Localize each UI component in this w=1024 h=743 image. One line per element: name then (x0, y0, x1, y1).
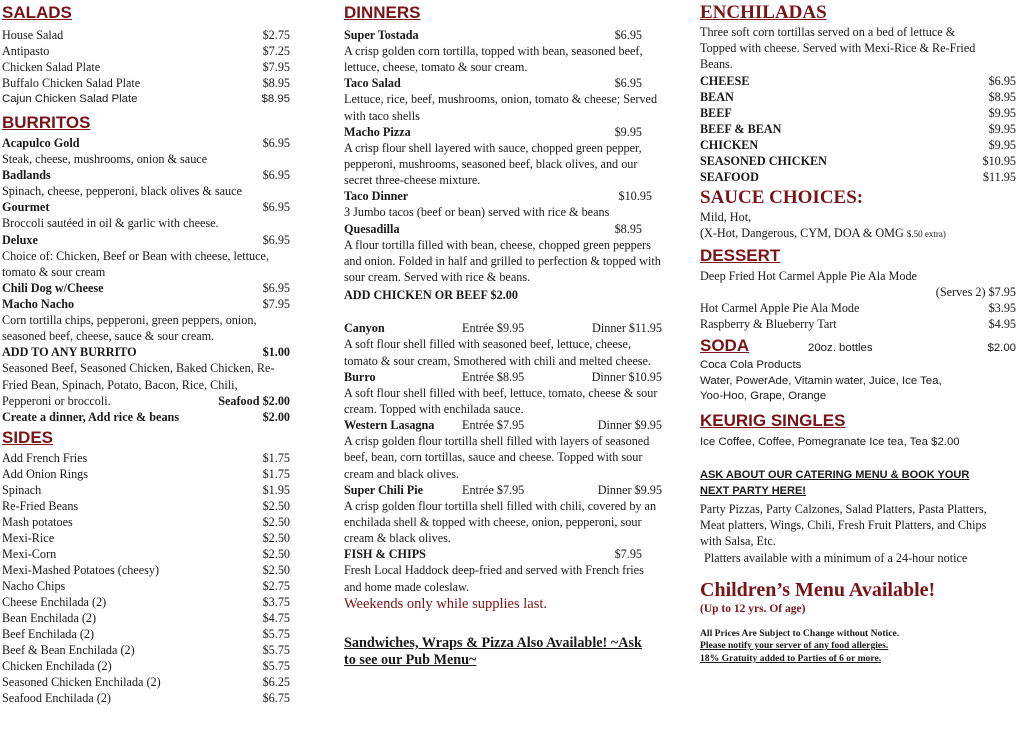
menu-item-name: Acapulco Gold $6.95 (2, 136, 290, 150)
soda-header-row (700, 336, 1016, 355)
burritos-heading: BURRITOS (2, 113, 91, 132)
menu-item: Chicken Salad Plate $7.95 (2, 60, 290, 74)
menu-item: Mash potatoes $2.50 (2, 515, 290, 530)
allergy-notice: Please notify your server of any food allergies. (700, 640, 889, 652)
menu-item-name: Macho Nacho $7.95 (2, 297, 290, 312)
enchiladas-heading: ENCHILADAS (700, 2, 827, 23)
combo-item-name: Western Lasagna Entrée $7.95 Dinner $9.95 (344, 418, 662, 433)
menu-item: Bean Enchilada (2) $4.75 (2, 611, 290, 626)
keurig-heading: KEURIG SINGLES (700, 410, 846, 430)
childrens-menu-age: (Up to 12 yrs. Of age) (700, 602, 806, 615)
add-chicken-beef: ADD CHICKEN OR BEEF $2.00 (344, 288, 518, 303)
menu-item-desc: A crisp golden corn tortilla, topped with bean, seasoned beef, lettuce, cheese, tomato & sour cream. (344, 44, 643, 75)
menu-item-name: Taco Salad $6.95 (344, 76, 642, 91)
menu-item: Raspberry & Blueberry Tart $4.95 (700, 317, 1016, 332)
catering-heading: ASK ABOUT OUR CATERING MENU & BOOK YOUR NEXT PARTY HERE! (700, 468, 970, 497)
menu-item-name: Badlands $6.95 (2, 168, 290, 183)
soda-line-1: Coca Cola Products (700, 359, 802, 372)
menu-item-desc: A crisp golden flour tortilla shell filled with chili, covered by an enchilada shell & topped with cheese, onion, pepperoni, sour cream & black olives. (344, 498, 657, 546)
add-to-burrito-desc: Seasoned Beef, Seasoned Chicken, Baked Chicken, Re-Fried Bean, Spinach, Potato, Bacon, Rice, Chili, Pepperoni or broccoli. Seafood $2.00 (2, 361, 290, 408)
menu-item-name: Gourmet $6.95 (2, 200, 290, 215)
dessert-heading: DESSERT (700, 246, 781, 266)
menu-item: CHICKEN $9.95 (700, 137, 1016, 152)
fish-and-chips: FISH & CHIPS $7.95 (344, 547, 642, 562)
menu-item: Add French Fries $1.75 (2, 451, 290, 466)
menu-item: Mexi-Mashed Potatoes (cheesy) $2.50 (2, 563, 290, 578)
sides-heading: SIDES (2, 428, 54, 448)
sauce-heading: SAUCE CHOICES: (700, 186, 864, 208)
soda-size: 20oz. bottles (808, 342, 873, 355)
column-left (2, 0, 290, 706)
childrens-menu-heading: Children’s Menu Available! (700, 578, 936, 601)
dessert-item: Deep Fried Hot Carmel Apple Pie Ala Mode (700, 269, 917, 284)
keurig-line: Ice Coffee, Coffee, Pomegranate Ice tea, Tea $2.00 (700, 435, 960, 448)
menu-item: House Salad $2.75 (2, 28, 290, 42)
enchiladas-list (700, 73, 1016, 185)
salads-heading: SALADS (2, 3, 72, 22)
combo-item-name: Canyon Entrée $9.95 Dinner $11.95 (344, 321, 662, 336)
menu-item-desc: Spinach, cheese, pepperoni, black olives & sauce (2, 184, 242, 199)
sauce-line-1: Mild, Hot, (700, 209, 752, 224)
menu-item-name: Taco Dinner $10.95 (344, 189, 652, 204)
menu-item: Hot Carmel Apple Pie Ala Mode $3.95 (700, 301, 1016, 316)
menu-item: Antipasto $7.25 (2, 44, 290, 58)
soda-line-2: Water, PowerAde, Vitamin water, Juice, Ice Tea, (700, 374, 942, 387)
dinners-list (344, 27, 662, 669)
dinners-heading: DINNERS (344, 3, 421, 22)
column-right (700, 0, 1016, 665)
weekends-note: Weekends only while supplies last. (344, 595, 548, 612)
salads-list (2, 27, 290, 107)
menu-item-desc: Corn tortilla chips, pepperoni, green peppers, onion, seasoned beef, cheese, sauce & sour cream. (2, 313, 257, 344)
seafood-addon: Seafood $2.00 (218, 393, 290, 408)
column-middle (344, 0, 662, 669)
menu-item: SEAFOOD $11.95 (700, 169, 1016, 184)
price-notice: All Prices Are Subject to Change without Notice. (700, 627, 900, 639)
menu-item-desc: Fresh Local Haddock deep-fried and served with French fries and home made coleslaw. (344, 563, 644, 594)
burritos-list (2, 135, 290, 425)
pub-menu-note: Sandwiches, Wraps & Pizza Also Available! ~Ask to see our Pub Menu~ (344, 634, 642, 668)
gratuity-notice: 18% Gratuity added to Parties of 6 or more. (700, 652, 882, 664)
menu-item: Spinach $1.95 (2, 483, 290, 498)
menu-item: SEASONED CHICKEN $10.95 (700, 153, 1016, 168)
menu-item: Cajun Chicken Salad Plate $8.95 (2, 93, 290, 105)
add-to-burrito: ADD TO ANY BURRITO $1.00 (2, 345, 290, 360)
combo-item-name: Super Chili Pie Entrée $7.95 Dinner $9.95 (344, 482, 662, 497)
menu-item: Beef & Bean Enchilada (2) $5.75 (2, 643, 290, 658)
menu-item-name: Macho Pizza $9.95 (344, 124, 642, 139)
create-dinner: Create a dinner, Add rice & beans $2.00 (2, 410, 290, 425)
menu-item: Cheese Enchilada (2) $3.75 (2, 595, 290, 610)
menu-item: CHEESE $6.95 (700, 73, 1016, 88)
menu-item: Seasoned Chicken Enchilada (2) $6.25 (2, 675, 290, 690)
menu-item-name: Deluxe $6.95 (2, 232, 290, 247)
menu-item: Chicken Enchilada (2) $5.75 (2, 659, 290, 674)
soda-price: $2.00 (987, 342, 1016, 355)
menu-item-desc: Broccoli sautéed in oil & garlic with cheese. (2, 216, 219, 231)
menu-item-name: Chili Dog w/Cheese $6.95 (2, 281, 290, 296)
menu-item: BEEF & BEAN $9.95 (700, 121, 1016, 136)
combo-item-name: Burro Entrée $8.95 Dinner $10.95 (344, 369, 662, 384)
menu-item-desc: 3 Jumbo tacos (beef or bean) served with rice & beans (344, 205, 610, 220)
menu-item-name: Quesadilla $8.95 (344, 221, 642, 236)
menu-item-desc: Steak, cheese, mushrooms, onion & sauce (2, 152, 208, 166)
menu-item-desc: A flour tortilla filled with bean, cheese, chopped green peppers and onion. Folded in half and grilled to perfection & topped with sour cream. Served with rice & beans. (344, 237, 661, 285)
menu-item: Nacho Chips $2.75 (2, 579, 290, 594)
menu-item-desc: Lettuce, rice, beef, mushrooms, onion, tomato & cheese; Served with taco shells (344, 92, 658, 123)
catering-desc: Party Pizzas, Party Calzones, Salad Platters, Pasta Platters, Meat platters, Wings, Chili, Fresh Fruit Platters, and Chips with Salsa, Etc. (700, 501, 987, 549)
menu-item: BEAN $8.95 (700, 89, 1016, 104)
menu-item: Buffalo Chicken Salad Plate $8.95 (2, 76, 290, 90)
menu-item: Beef Enchilada (2) $5.75 (2, 627, 290, 642)
menu-item-desc: A soft flour shell filled with beef, lettuce, tomato, cheese & sour cream. Topped with enchilada sauce. (344, 385, 658, 417)
menu-item-name: Super Tostada $6.95 (344, 28, 642, 42)
enchiladas-desc: Three soft corn tortillas served on a bed of lettuce & Topped with cheese. Served with Mexi-Rice & Re-Fried Beans. (700, 25, 976, 72)
menu-item: Seafood Enchilada (2) $6.75 (2, 691, 290, 706)
soda-heading: SODA (700, 336, 750, 356)
menu-item-desc: A crisp flour shell layered with sauce, chopped green pepper, pepperoni, mushrooms, seasoned beef, black olives, and our secret three-cheese mixture. (344, 140, 642, 188)
menu-item: BEEF $9.95 (700, 105, 1016, 120)
soda-line-3: Yoo-Hoo, Grape, Orange (700, 390, 827, 403)
sauce-line-2: (X-Hot, Dangerous, CYM, DOA & OMG $.50 extra) (700, 225, 946, 240)
catering-minimum: Platters available with a minimum of a 24-hour notice (704, 550, 968, 565)
menu-item-desc: Choice of: Chicken, Beef or Bean with cheese, lettuce, tomato & sour cream (2, 248, 270, 279)
menu-item: Re-Fried Beans $2.50 (2, 499, 290, 514)
menu-item-desc: A crisp golden flour tortilla shell filled with layers of seasoned beef, bean, corn tortillas, sauce and cheese. Topped with sour cream and black olives. (344, 434, 650, 481)
menu-item: Mexi-Rice $2.50 (2, 531, 290, 546)
menu-item: Mexi-Corn $2.50 (2, 547, 290, 562)
sides-list (2, 450, 290, 706)
menu-item: Add Onion Rings $1.75 (2, 467, 290, 482)
dessert-item-serves: (Serves 2) $7.95 (935, 285, 1016, 300)
menu-item-desc: A soft flour shell filled with seasoned beef, lettuce, cheese, tomato & sour cream, Smothered with chili and melted cheese. (344, 337, 651, 368)
